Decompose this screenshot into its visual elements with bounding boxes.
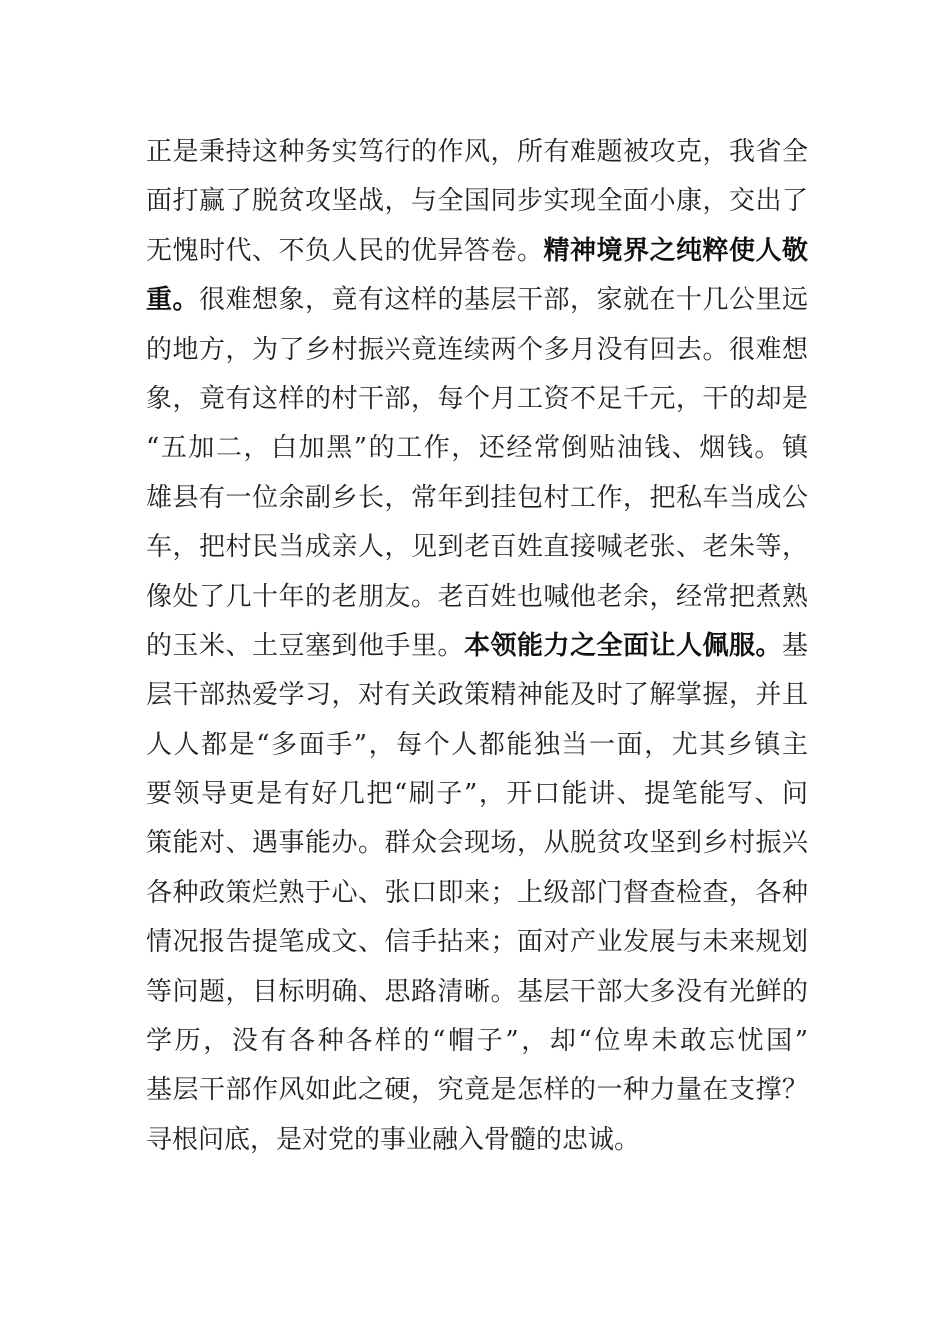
text-line: [146, 424, 808, 473]
text-line: [146, 770, 808, 819]
text-line: [146, 326, 808, 375]
text-line: [146, 227, 808, 276]
body-paragraph: [146, 128, 808, 1165]
text-run: 雄县有一位余副乡长，常年到挂包村工作，把私车当成公: [146, 482, 808, 513]
text-line: [146, 523, 808, 572]
text-run: 策能对、遇事能办。群众会现场，从脱贫攻坚到乡村振兴: [146, 828, 808, 859]
text-run: 无愧时代、不负人民的优异答卷。: [146, 235, 544, 266]
text-run: “五加二，白加黑”的工作，还经常倒贴油钱、烟钱。镇: [146, 433, 808, 464]
text-run: 的玉米、土豆塞到他手里。: [146, 630, 464, 661]
text-run: 等问题，目标明确、思路清晰。基层干部大多没有光鲜的: [146, 976, 808, 1007]
text-run: 寻根问底，是对党的事业融入骨髓的忠诚。: [146, 1124, 641, 1155]
text-run: 像处了几十年的老朋友。老百姓也喊他老余，经常把煮熟: [146, 581, 808, 612]
text-run: 基层干部作风如此之硬，究竟是怎样的一种力量在支撑？: [146, 1075, 808, 1106]
bold-heading-run: 本领能力之全面让人佩服。: [463, 630, 782, 661]
text-run: 层干部热爱学习，对有关政策精神能及时了解掌握，并且: [146, 680, 808, 711]
text-line: [146, 721, 808, 770]
text-run: 象，竟有这样的村干部，每个月工资不足千元，干的却是: [146, 383, 808, 414]
text-line: [146, 573, 808, 622]
text-line: [146, 474, 808, 523]
text-line: [146, 375, 808, 424]
text-run: 情况报告提笔成文、信手拈来；面对产业发展与未来规划: [146, 927, 808, 958]
text-line: [146, 819, 808, 868]
text-line: [146, 128, 808, 177]
text-run: 要领导更是有好几把“刷子”，开口能讲、提笔能写、问: [146, 779, 808, 810]
text-line: [146, 671, 808, 720]
text-run: 车，把村民当成亲人，见到老百姓直接喊老张、老朱等，: [146, 532, 808, 563]
text-run: 面打赢了脱贫攻坚战，与全国同步实现全面小康，交出了: [146, 186, 808, 217]
text-line: [146, 276, 808, 325]
text-line: [146, 918, 808, 967]
text-line: [146, 869, 808, 918]
bold-heading-run: 精神境界之纯粹使人敬: [543, 235, 808, 266]
text-line: [146, 1116, 808, 1165]
text-line: [146, 1066, 808, 1115]
bold-heading-run: 重。: [146, 285, 199, 316]
text-run: 人人都是“多面手”，每个人都能独当一面，尤其乡镇主: [146, 729, 808, 760]
text-run: 的地方，为了乡村振兴竟连续两个多月没有回去。很难想: [146, 334, 808, 365]
text-line: [146, 177, 808, 226]
text-run: 学历，没有各种各样的“帽子”，却“位卑未敢忘忧国”: [146, 1026, 808, 1057]
text-run: 正是秉持这种务实笃行的作风，所有难题被攻克，我省全: [146, 137, 808, 167]
text-run: 基: [781, 630, 808, 661]
text-line: [146, 1017, 808, 1066]
text-run: 各种政策烂熟于心、张口即来；上级部门督查检查，各种: [146, 877, 808, 908]
text-line: [146, 968, 808, 1017]
text-run: 很难想象，竟有这样的基层干部，家就在十几公里远: [199, 285, 808, 316]
text-line: [146, 622, 808, 671]
